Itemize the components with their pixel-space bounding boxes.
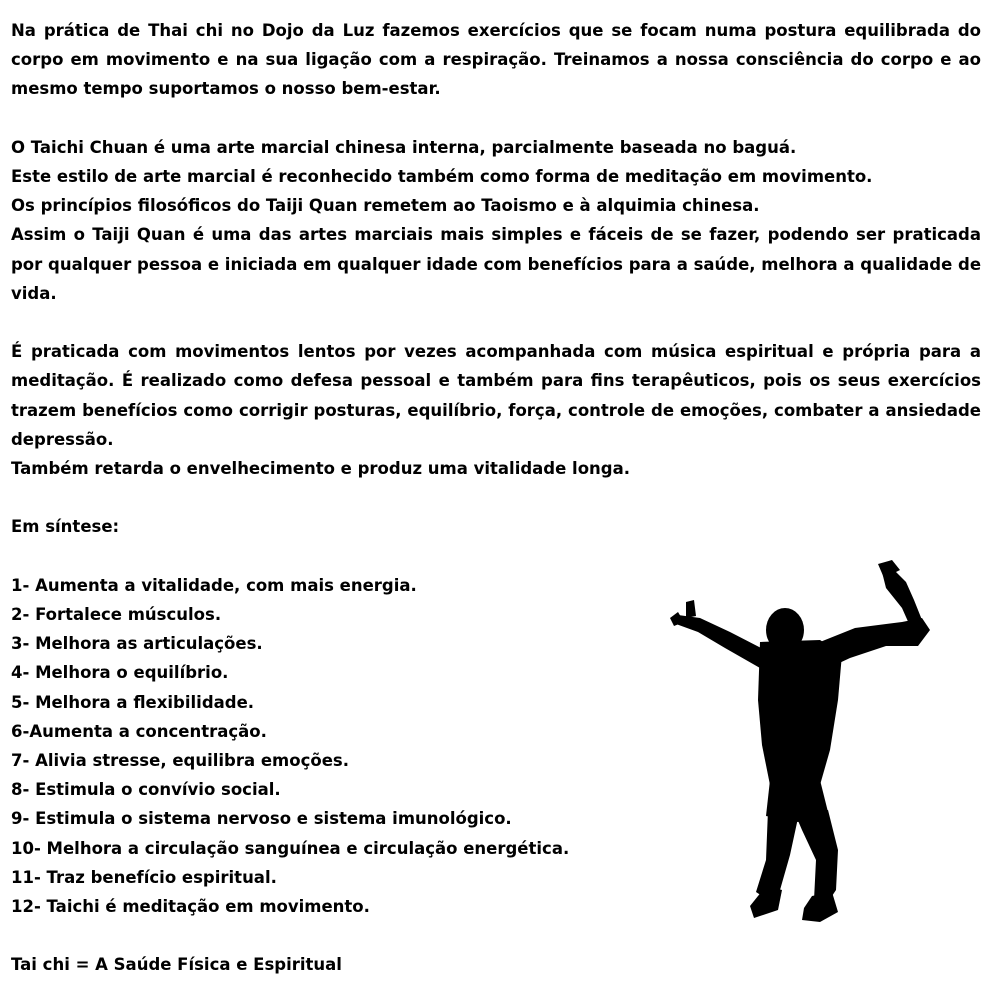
taichi-description-line-2: Este estilo de arte marcial é reconhecido também como forma de meditação em movimento.: [11, 167, 873, 186]
tai-chi-silhouette-icon: [670, 560, 950, 940]
paragraph-spacer: [11, 308, 981, 337]
list-item: 8- Estimula o convívio social.: [11, 780, 281, 800]
list-item: 3- Melhora as articulações.: [11, 634, 263, 654]
list-item: 10- Melhora a circulação sanguínea e circulação energética.: [11, 838, 570, 858]
paragraph-spacer: [11, 104, 981, 133]
list-item: 7- Alivia stresse, equilibra emoções.: [11, 751, 349, 771]
paragraph-spacer: [11, 483, 981, 512]
list-item: 4- Melhora o equilíbrio.: [11, 663, 229, 683]
practice-paragraph: É praticada com movimentos lentos por vezes acompanhada com música espiritual e própria para a meditação. É realizado como defesa pessoal e também para fins terapêuticos, pois os seus exercícios trazem benefícios como corrigir posturas, equilíbrio, força, controle de emoções, combater a ansiedade depressão.: [11, 342, 981, 449]
list-item: 11- Traz benefício espiritual.: [11, 867, 277, 887]
list-item: 1- Aumenta a vitalidade, com mais energia.: [11, 575, 417, 595]
list-item: 5- Melhora a flexibilidade.: [11, 692, 255, 712]
taichi-description-line-4: Assim o Taiji Quan é uma das artes marciais mais simples e fáceis de se fazer, podendo ser praticada por qualquer pessoa e iniciada em qualquer idade com benefícios para a saúde, melhora a qualidade de vida.: [11, 225, 982, 303]
closing-line: Tai chi = A Saúde Física e Espiritual: [11, 955, 342, 975]
practice-paragraph-last-line: Também retarda o envelhecimento e produz uma vitalidade longa.: [11, 459, 630, 479]
list-item: 9- Estimula o sistema nervoso e sistema imunológico.: [11, 809, 512, 829]
list-item: 2- Fortalece músculos.: [11, 605, 222, 624]
taichi-description-line-1: O Taichi Chuan é uma arte marcial chinesa interna, parcialmente baseada no baguá.: [11, 137, 797, 157]
list-item: 12- Taichi é meditação em movimento.: [11, 897, 370, 917]
taichi-description-line-3: Os princípios filosóficos do Taiji Quan remetem ao Taoismo e à alquimia chinesa.: [11, 196, 760, 216]
intro-paragraph: Na prática de Thai chi no Dojo da Luz fazemos exercícios que se focam numa postura equilibrada do corpo em movimento e na sua ligação com a respiração. Treinamos a nossa consciência do corpo e ao mesmo tempo suportamos o nosso bem-estar.: [11, 21, 981, 99]
list-item: 6-Aumenta a concentração.: [11, 721, 267, 741]
summary-heading: Em síntese:: [11, 517, 120, 537]
